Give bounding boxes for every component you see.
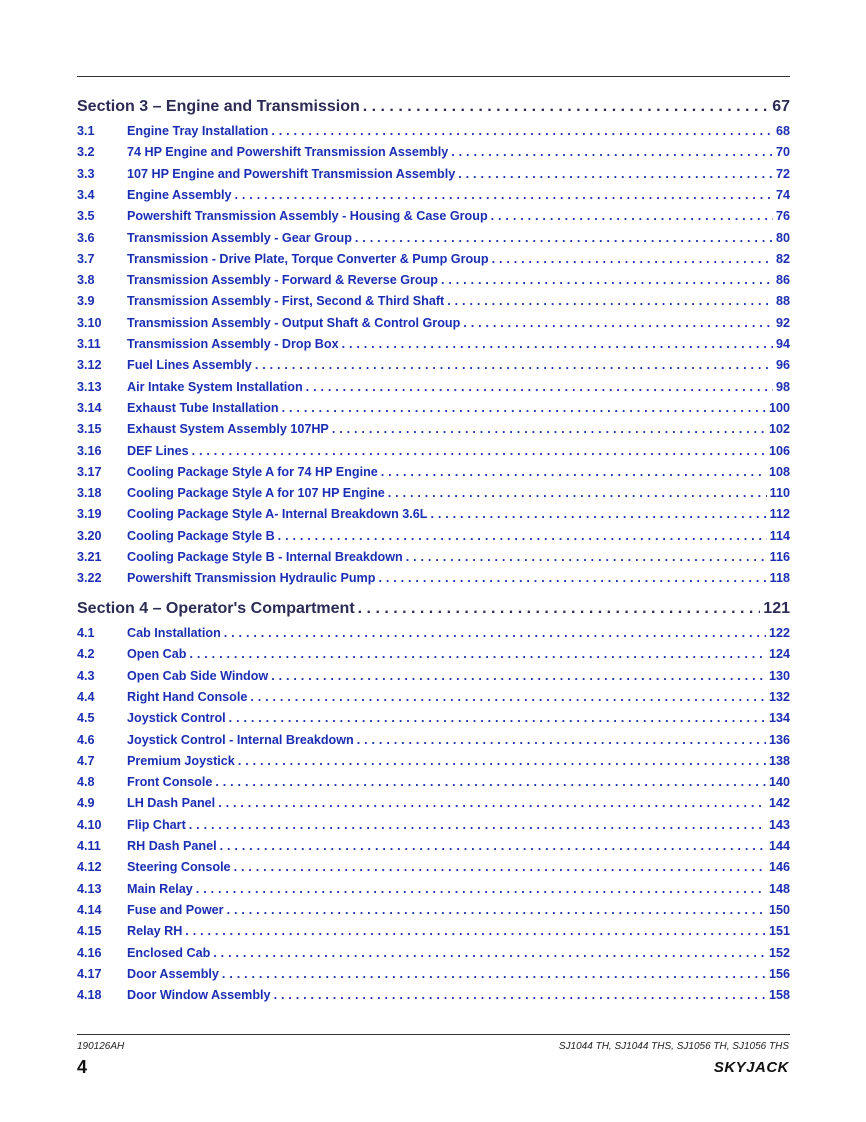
entry-page: 134 <box>768 711 790 726</box>
entry-page: 118 <box>769 571 790 586</box>
entry-number: 3.6 <box>77 230 95 245</box>
entry-title: Exhaust Tube Installation <box>127 400 279 415</box>
dot-leader <box>255 358 773 372</box>
entry-number: 4.5 <box>77 711 95 726</box>
dot-leader <box>227 903 766 917</box>
entry-title: Transmission Assembly - Gear Group <box>127 230 352 245</box>
entry-page: 124 <box>768 647 790 662</box>
entry-title: DEF Lines <box>127 443 189 458</box>
entry-page: 102 <box>768 422 790 437</box>
toc-entry[interactable] <box>77 188 790 206</box>
toc-entry[interactable] <box>77 316 790 334</box>
dot-leader <box>222 967 766 981</box>
entry-page: 143 <box>768 817 790 832</box>
entry-page: 110 <box>769 486 790 501</box>
dot-leader <box>274 988 766 1002</box>
entry-title: Air Intake System Installation <box>127 379 303 394</box>
toc-entry[interactable] <box>77 358 790 376</box>
dot-leader <box>235 188 773 202</box>
top-rule <box>77 76 790 77</box>
entry-title: Joystick Control <box>127 711 226 726</box>
entry-number: 4.12 <box>77 860 102 875</box>
entry-title: Engine Tray Installation <box>127 124 269 138</box>
entry-page: 156 <box>768 966 790 981</box>
entry-number: 4.7 <box>77 753 95 768</box>
entry-title: Joystick Control - Internal Breakdown <box>127 732 354 747</box>
toc-entry[interactable] <box>77 124 790 142</box>
entry-page: 112 <box>769 507 790 522</box>
entry-title: Cooling Package Style A for 107 HP Engine <box>127 486 385 501</box>
toc-entry[interactable] <box>77 882 790 900</box>
dot-leader <box>189 818 766 832</box>
toc-entry[interactable] <box>77 401 790 419</box>
entry-page: 76 <box>775 209 790 224</box>
dot-leader <box>306 380 773 394</box>
toc-entry[interactable] <box>77 167 790 185</box>
entry-page: 88 <box>775 294 790 309</box>
section-page: 121 <box>763 600 790 617</box>
entry-number: 4.2 <box>77 647 95 662</box>
entry-title: Open Cab <box>127 647 187 662</box>
entry-number: 3.4 <box>77 187 95 202</box>
entry-number: 3.10 <box>77 315 102 330</box>
entry-number: 3.8 <box>77 273 95 288</box>
toc-entry[interactable] <box>77 465 790 483</box>
dot-leader <box>220 839 766 853</box>
dot-leader <box>441 273 773 287</box>
entry-title: Cab Installation <box>127 626 221 640</box>
toc-entry[interactable] <box>77 796 790 814</box>
entry-title: Cooling Package Style A for 74 HP Engine <box>127 464 378 479</box>
entry-page: 74 <box>775 187 790 202</box>
entry-number: 3.13 <box>77 379 102 394</box>
dot-leader <box>213 946 766 960</box>
toc-entry[interactable] <box>77 273 790 291</box>
entry-title: Flip Chart <box>127 817 186 832</box>
toc-entry[interactable] <box>77 486 790 504</box>
entry-number: 4.10 <box>77 817 102 832</box>
entry-number: 4.15 <box>77 924 102 939</box>
entry-title: Front Console <box>127 775 213 790</box>
entry-number: 3.17 <box>77 464 102 479</box>
entry-number: 3.18 <box>77 486 102 501</box>
dot-leader <box>271 669 766 683</box>
entry-page: 151 <box>768 924 790 939</box>
entry-title: Steering Console <box>127 860 231 875</box>
entry-title: Right Hand Console <box>127 689 248 704</box>
entry-page: 70 <box>775 145 790 160</box>
entry-page: 144 <box>768 839 790 853</box>
dot-leader <box>342 337 773 351</box>
dot-leader <box>358 600 761 618</box>
dot-leader <box>250 690 766 704</box>
dot-leader <box>458 167 773 181</box>
dot-leader <box>196 882 766 896</box>
entry-page: 82 <box>775 251 790 266</box>
entry-number: 4.18 <box>77 988 102 1003</box>
entry-title: RH Dash Panel <box>127 839 217 853</box>
toc-entry[interactable] <box>77 669 790 687</box>
entry-page: 142 <box>768 796 790 811</box>
entry-title: Exhaust System Assembly 107HP <box>127 422 329 437</box>
entry-page: 96 <box>775 358 790 373</box>
dot-leader <box>282 401 766 415</box>
toc-entry[interactable] <box>77 380 790 398</box>
entry-title: Fuse and Power <box>127 902 224 917</box>
entry-title: Open Cab Side Window <box>127 668 269 683</box>
entry-title: Transmission Assembly - Forward & Reverse Group <box>127 273 438 288</box>
model-list: SJ1044 TH, SJ1044 THS, SJ1056 TH, SJ1056 THS <box>558 1041 789 1052</box>
entry-number: 3.20 <box>77 528 102 543</box>
toc-entry[interactable] <box>77 818 790 836</box>
toc-entry[interactable] <box>77 337 790 355</box>
entry-title: Cooling Package Style B <box>127 528 275 543</box>
entry-number: 3.11 <box>77 337 101 351</box>
toc-entry[interactable] <box>77 529 790 547</box>
entry-number: 3.12 <box>77 358 102 373</box>
toc-entry[interactable] <box>77 754 790 772</box>
dot-leader <box>192 444 766 458</box>
toc-entry[interactable] <box>77 733 790 751</box>
entry-page: 152 <box>768 945 790 960</box>
dot-leader <box>271 124 773 138</box>
entry-page: 150 <box>768 902 790 917</box>
entry-title: LH Dash Panel <box>127 796 216 811</box>
entry-number: 3.1 <box>77 124 95 138</box>
toc-entry[interactable] <box>77 209 790 227</box>
entry-number: 3.9 <box>77 294 95 309</box>
dot-leader <box>492 252 773 266</box>
entry-title: Engine Assembly <box>127 187 232 202</box>
entry-number: 4.14 <box>77 902 102 917</box>
entry-title: Cooling Package Style A- Internal Breakdown 3.6L <box>127 507 428 522</box>
entry-title: Main Relay <box>127 881 193 896</box>
dot-leader <box>238 754 766 768</box>
toc-entry[interactable] <box>77 775 790 793</box>
dot-leader <box>332 422 766 436</box>
entry-page: 106 <box>768 443 790 458</box>
entry-title: Relay RH <box>127 924 183 939</box>
entry-number: 4.8 <box>77 775 95 790</box>
section-page: 67 <box>772 98 790 115</box>
dot-leader <box>218 796 766 810</box>
toc-entry[interactable] <box>77 550 790 568</box>
skyjack-logo: SKYJACK <box>713 1059 789 1076</box>
entry-page: 98 <box>775 379 790 394</box>
entry-page: 116 <box>769 550 790 564</box>
entry-page: 140 <box>768 775 790 790</box>
section-heading[interactable] <box>77 600 790 622</box>
entry-number: 4.4 <box>77 689 95 704</box>
entry-page: 72 <box>775 166 790 181</box>
dot-leader <box>224 626 766 640</box>
toc-entry[interactable] <box>77 145 790 163</box>
entry-number: 4.13 <box>77 881 102 896</box>
entry-page: 158 <box>768 988 790 1003</box>
entry-title: Cooling Package Style B - Internal Breakdown <box>127 550 403 564</box>
entry-number: 3.22 <box>77 571 102 586</box>
entry-page: 94 <box>775 337 790 351</box>
entry-number: 3.7 <box>77 251 95 266</box>
dot-leader <box>406 550 767 564</box>
entry-title: Premium Joystick <box>127 753 235 768</box>
dot-leader <box>491 209 773 223</box>
toc-entry[interactable] <box>77 860 790 878</box>
entry-title: Transmission Assembly - First, Second & Third Shaft <box>127 294 445 309</box>
dot-leader <box>185 924 766 938</box>
dot-leader <box>381 465 766 479</box>
entry-title: Fuel Lines Assembly <box>127 358 252 373</box>
dot-leader <box>357 733 766 747</box>
entry-page: 130 <box>768 668 790 683</box>
entry-number: 4.1 <box>77 626 95 640</box>
entry-number: 3.3 <box>77 166 95 181</box>
dot-leader <box>189 647 766 661</box>
entry-number: 3.16 <box>77 443 102 458</box>
dot-leader <box>451 145 773 159</box>
entry-title: 74 HP Engine and Powershift Transmission Assembly <box>127 145 449 160</box>
entry-page: 138 <box>768 753 790 768</box>
dot-leader <box>215 775 766 789</box>
toc-entry[interactable] <box>77 903 790 921</box>
entry-page: 132 <box>768 689 790 704</box>
entry-title: Door Assembly <box>127 966 219 981</box>
entry-title: Powershift Transmission Hydraulic Pump <box>127 571 376 586</box>
entry-page: 148 <box>768 881 790 896</box>
entry-number: 4.6 <box>77 732 95 747</box>
entry-page: 80 <box>775 230 790 245</box>
entry-title: Transmission Assembly - Drop Box <box>127 337 339 351</box>
dot-leader <box>388 486 767 500</box>
entry-title: Enclosed Cab <box>127 945 211 960</box>
entry-number: 3.5 <box>77 209 95 224</box>
dot-leader <box>463 316 773 330</box>
dot-leader <box>229 711 766 725</box>
entry-page: 68 <box>775 124 790 138</box>
toc-entry[interactable] <box>77 231 790 249</box>
entry-number: 3.21 <box>77 550 102 564</box>
section-title: Section 4 – Operator's Compartment <box>77 600 355 617</box>
dot-leader <box>363 98 769 116</box>
entry-page: 86 <box>775 273 790 288</box>
entry-title: Transmission - Drive Plate, Torque Converter & Pump Group <box>127 251 489 266</box>
entry-title: Door Window Assembly <box>127 988 271 1003</box>
entry-page: 146 <box>768 860 790 875</box>
entry-number: 3.2 <box>77 145 95 160</box>
entry-title: 107 HP Engine and Powershift Transmission Assembly <box>127 166 456 181</box>
document-code: 190126AH <box>77 1041 125 1052</box>
entry-page: 136 <box>768 732 790 747</box>
dot-leader <box>447 294 773 308</box>
entry-number: 3.19 <box>77 507 102 522</box>
dot-leader <box>378 571 766 585</box>
dot-leader <box>278 529 767 543</box>
entry-page: 122 <box>768 626 790 640</box>
toc-entry[interactable] <box>77 711 790 729</box>
entry-title: Transmission Assembly - Output Shaft & Control Group <box>127 315 461 330</box>
entry-page: 100 <box>768 400 790 415</box>
footer-rule <box>77 1034 790 1035</box>
toc-entry[interactable] <box>77 946 790 964</box>
dot-leader <box>355 231 773 245</box>
toc-entry[interactable] <box>77 967 790 985</box>
toc-entry[interactable] <box>77 647 790 665</box>
entry-title: Powershift Transmission Assembly - Housing & Case Group <box>127 209 488 224</box>
section-title: Section 3 – Engine and Transmission <box>77 98 360 115</box>
section-heading[interactable] <box>77 98 790 120</box>
toc-entry[interactable] <box>77 839 790 857</box>
entry-page: 108 <box>768 464 790 479</box>
dot-leader <box>430 507 766 521</box>
page-number: 4 <box>77 1057 88 1077</box>
entry-number: 4.9 <box>77 796 95 811</box>
dot-leader <box>234 860 766 874</box>
toc-entry[interactable] <box>77 444 790 462</box>
entry-number: 4.16 <box>77 945 102 960</box>
toc-entry[interactable] <box>77 690 790 708</box>
entry-number: 4.3 <box>77 668 95 683</box>
entry-number: 4.11 <box>77 839 101 853</box>
toc-entry[interactable] <box>77 422 790 440</box>
entry-page: 114 <box>769 528 790 543</box>
toc-entry[interactable] <box>77 571 790 589</box>
toc-entry[interactable] <box>77 924 790 942</box>
toc-entry[interactable] <box>77 626 790 644</box>
toc-entry[interactable] <box>77 988 790 1006</box>
entry-number: 3.14 <box>77 400 102 415</box>
toc-entry[interactable] <box>77 252 790 270</box>
toc-entry[interactable] <box>77 507 790 525</box>
entry-page: 92 <box>775 315 790 330</box>
entry-number: 4.17 <box>77 966 102 981</box>
toc-entry[interactable] <box>77 294 790 312</box>
entry-number: 3.15 <box>77 422 102 437</box>
